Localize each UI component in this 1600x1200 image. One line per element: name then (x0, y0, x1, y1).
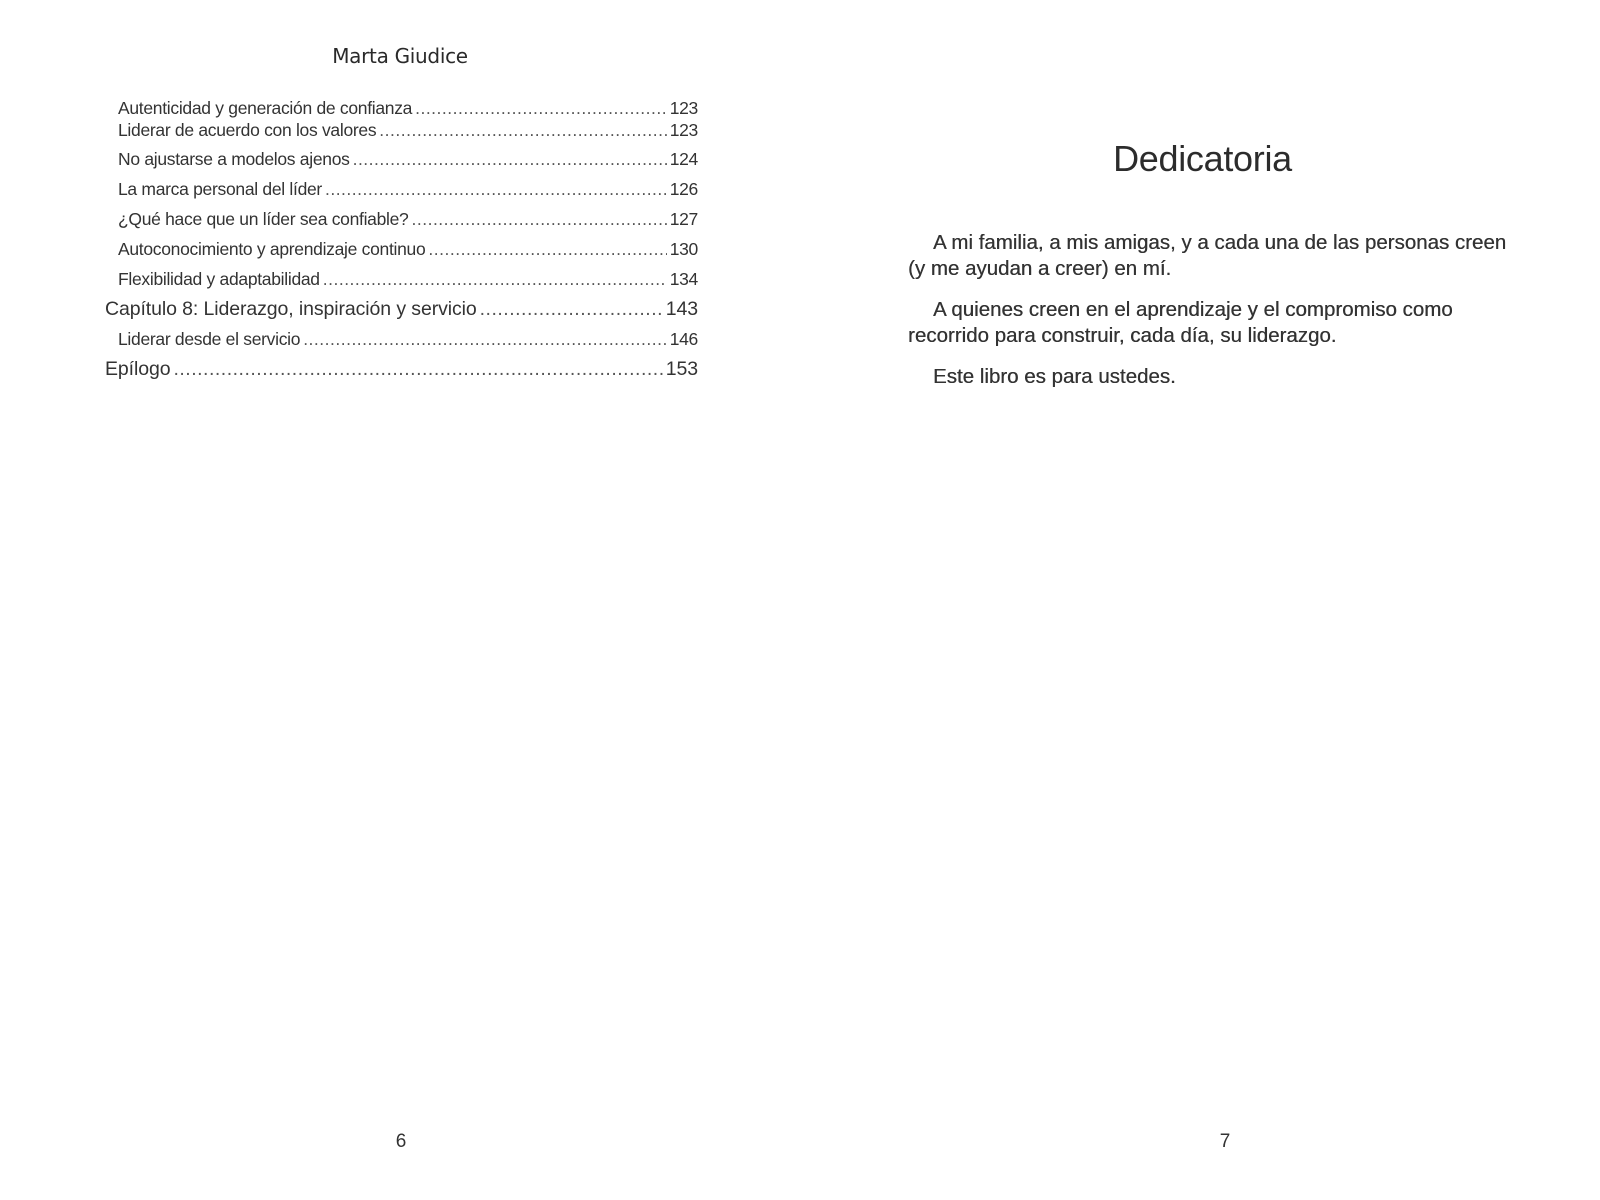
toc-entry-page: 124 (669, 149, 698, 169)
running-header: Marta Giudice (332, 44, 468, 68)
toc-entry (105, 179, 698, 200)
toc-entry (105, 120, 698, 141)
dedication-paragraph: Este libro es para ustedes. (933, 365, 1176, 388)
dedication-title: Dedicatoria (1113, 138, 1292, 179)
toc-entry-title: Liderar desde el servicio (118, 329, 301, 349)
toc-entry-page: 130 (669, 239, 698, 259)
toc-dot-leader (325, 179, 667, 200)
toc-entry-page: 127 (669, 209, 698, 229)
toc-entry-page: 123 (669, 120, 698, 140)
toc-entry-page: 134 (669, 269, 698, 289)
toc-entry-page: 123 (669, 98, 698, 118)
toc-dot-leader (173, 358, 662, 381)
toc-dot-leader (412, 209, 667, 230)
dedication-paragraph: A mi familia, a mis amigas, y a cada una de las personas creen (y me ayudan a creer) en mí. (908, 231, 1507, 280)
toc-entry (105, 149, 698, 170)
toc-dot-leader (323, 269, 667, 290)
dedication-paragraph: A quienes creen en el aprendizaje y el compromiso como recorrido para construir, cada día, su liderazgo. (908, 298, 1453, 347)
toc-entry-page: 146 (669, 329, 698, 349)
toc-dot-leader (379, 120, 666, 141)
toc-chapter-entry (105, 298, 698, 321)
page-number: 6 (395, 1131, 407, 1152)
toc-entry-title: Capítulo 8: Liderazgo, inspiración y servicio (105, 298, 477, 320)
toc-dot-leader (415, 98, 667, 119)
toc-entry-title: Autoconocimiento y aprendizaje continuo (118, 239, 426, 259)
page-number: 7 (1219, 1131, 1231, 1152)
right-page (800, 0, 1600, 1200)
toc-entry-title: Liderar de acuerdo con los valores (118, 120, 377, 140)
toc-dot-leader (428, 239, 666, 260)
toc-entry-title: No ajustarse a modelos ajenos (118, 149, 350, 169)
toc-entry-page: 126 (669, 179, 698, 199)
toc-entry-page: 143 (665, 298, 698, 320)
toc-entry-page: 153 (665, 358, 698, 380)
toc-entry (105, 269, 698, 290)
toc-entry-title: ¿Qué hace que un líder sea confiable? (118, 209, 409, 229)
toc-entry (105, 329, 698, 350)
toc-entry-title: Epílogo (105, 358, 171, 380)
toc-dot-leader (480, 298, 663, 321)
dedication-body (908, 230, 1508, 405)
toc-chapter-entry (105, 358, 698, 381)
toc-entry-title: Autenticidad y generación de confianza (118, 98, 413, 118)
toc-dot-leader (353, 149, 667, 170)
toc-entry-title: La marca personal del líder (118, 179, 322, 199)
toc-entry (105, 209, 698, 230)
toc-entry (105, 239, 698, 260)
toc-entry-title: Flexibilidad y adaptabilidad (118, 269, 320, 289)
toc-entry (105, 98, 698, 119)
toc-dot-leader (303, 329, 667, 350)
